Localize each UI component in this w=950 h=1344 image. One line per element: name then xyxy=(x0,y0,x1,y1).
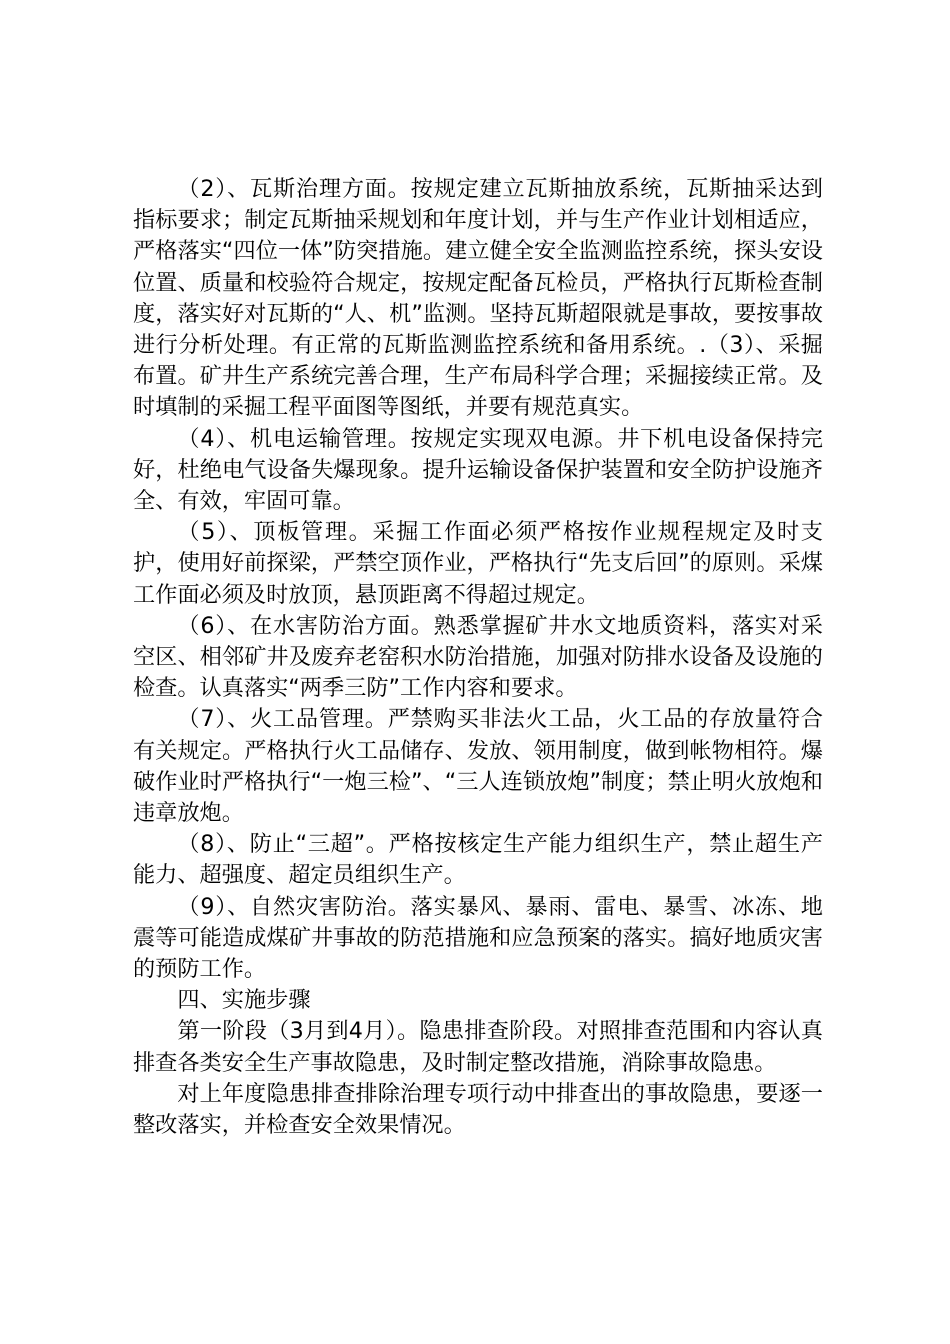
paragraph-phase-one: 第一阶段（3月到4月）。隐患排查阶段。对照排查范围和内容认真排查各类安全生产事故隐患，及时制定整改措施，消除事故隐患。 xyxy=(133,1018,823,1076)
paragraph-gas-control: （2）、瓦斯治理方面。按规定建立瓦斯抽放系统，瓦斯抽采达到指标要求；制定瓦斯抽采规划和年度计划，并与生产作业计划相适应，严格落实“四位一体”防突措施。建立健全安全监测监控系统，探头安设位置、质量和校验符合规定，按规定配备瓦检员，严格执行瓦斯检查制度，落实好对瓦斯的“人、机”监测。坚持瓦斯超限就是事故，要按事故进行分析处理。有正常的瓦斯监测监控系统和备用系统。.（3）、采掘布置。矿井生产系统完善合理，生产布局科学合理；采掘接续正常。及时填制的采掘工程平面图等图纸，并要有规范真实。 xyxy=(133,176,823,421)
paragraph-three-excess: （8）、防止“三超”。严格按核定生产能力组织生产，禁止超生产能力、超强度、超定员组织生产。 xyxy=(133,831,823,889)
paragraph-last-year-hazards: 对上年度隐患排查排除治理专项行动中排查出的事故隐患，要逐一整改落实，并检查安全效果情况。 xyxy=(133,1080,823,1139)
paragraph-roof-management: （5）、顶板管理。采掘工作面必须严格按作业规程规定及时支护，使用好前探梁，严禁空顶作业，严格执行“先支后回”的原则。采煤工作面必须及时放顶，悬顶距离不得超过规定。 xyxy=(133,519,823,608)
document-body xyxy=(133,174,823,1141)
paragraph-water-hazard: （6）、在水害防治方面。熟悉掌握矿井水文地质资料，落实对采空区、相邻矿井及废弃老窑积水防治措施，加强对防排水设备及设施的检查。认真落实“两季三防”工作内容和要求。 xyxy=(133,612,823,702)
section-heading-implementation: 四、实施步骤 xyxy=(177,987,311,1014)
paragraph-natural-disaster: （9）、自然灾害防治。落实暴风、暴雨、雷电、暴雪、冰冻、地震等可能造成煤矿井事故的防范措施和应急预案的落实。搞好地质灾害的预防工作。 xyxy=(133,893,823,983)
paragraph-electromechanical: （4）、机电运输管理。按规定实现双电源。井下机电设备保持完好，杜绝电气设备失爆现象。提升运输设备保护装置和安全防护设施齐全、有效，牢固可靠。 xyxy=(133,425,823,515)
paragraph-explosives: （7）、火工品管理。严禁购买非法火工品，火工品的存放量符合有关规定。严格执行火工品储存、发放、领用制度，做到帐物相符。爆破作业时严格执行“一炮三检”、“三人连锁放炮”制度；禁止明火放炮和违章放炮。 xyxy=(133,706,823,827)
